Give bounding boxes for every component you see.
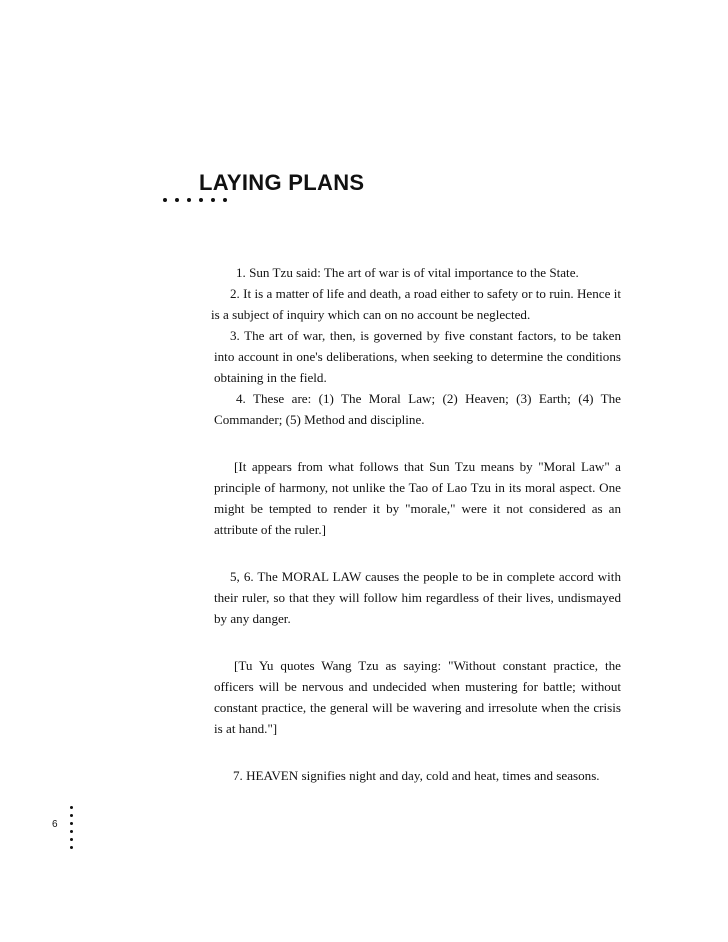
paragraph-1: 1. Sun Tzu said: The art of war is of vital importance to the State. — [236, 265, 579, 280]
paragraph-2: 2. It is a matter of life and death, a road either to safety or to ruin. Hence it is a subject of inquiry which can on no account be neglected. — [211, 286, 621, 322]
page-number: 6 — [52, 819, 58, 830]
decorative-dots — [163, 198, 235, 202]
paragraph-5-commentary: [It appears from what follows that Sun Tzu means by "Moral Law" a principle of harmony, not unlike the Tao of Lao Tzu in its moral aspect. One might be tempted to render it by "morale," were it not considered as an attribute of the ruler.] — [214, 459, 621, 537]
paragraph-7-commentary: [Tu Yu quotes Wang Tzu as saying: "Without constant practice, the officers will be nervous and undecided when mustering for battle; without constant practice, the general will be wavering and irresolute when the crisis is at hand."] — [214, 658, 621, 736]
paragraph-6: 5, 6. The MORAL LAW causes the people to be in complete accord with their ruler, so that they will follow him regardless of their lives, undismayed by any danger. — [214, 569, 621, 626]
paragraph-8: 7. HEAVEN signifies night and day, cold and heat, times and seasons. — [233, 768, 600, 783]
body-text — [211, 262, 621, 786]
page-margin-dots — [70, 806, 73, 854]
paragraph-4: 4. These are: (1) The Moral Law; (2) Heaven; (3) Earth; (4) The Commander; (5) Method and discipline. — [214, 391, 621, 427]
paragraph-3: 3. The art of war, then, is governed by five constant factors, to be taken into account in one's deliberations, when seeking to determine the conditions obtaining in the field. — [214, 328, 621, 385]
chapter-title: LAYING PLANS — [199, 170, 365, 195]
